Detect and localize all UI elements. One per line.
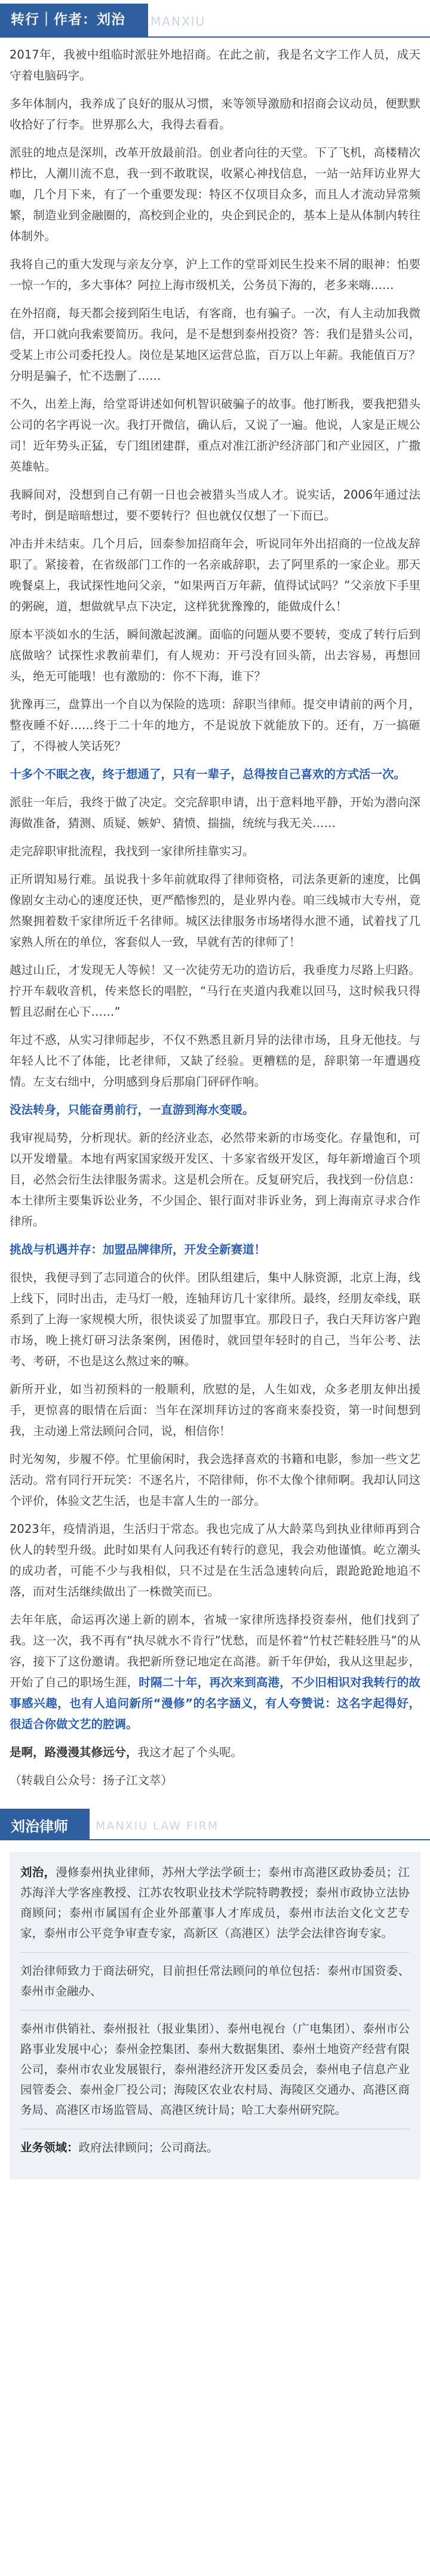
article-paragraph — [10, 1127, 420, 1232]
article-paragraph — [10, 694, 420, 757]
article-title: 转行｜作者：刘治 — [11, 12, 125, 27]
article-paragraph — [10, 142, 420, 247]
article-paragraph — [10, 764, 420, 785]
paragraph-text: 去年年底，命运再次递上新的剧本，省城一家律所选择投资泰州，他们找到了我。这一次，我不再有“执尽就水不肯行”忧愁，而是怀着“竹杖芒鞋轻胜马”的从容，接下了这份邀请。我把新所登记地定在高港。新千年伊始，我从这里起步，开始了自己的职场生涯， — [10, 1613, 420, 1689]
article-paragraph — [10, 1239, 420, 1260]
author-title: 刘治律师 — [11, 1818, 68, 1835]
paragraph-text: （转载自公众号：扬子江文萃） — [10, 1773, 173, 1787]
article-paragraph — [10, 841, 420, 862]
article-paragraph — [10, 533, 420, 617]
paragraph-text: 时光匆匆，步履不停。忙里偷闲时，我会选择喜欢的书籍和电影，参加一些文艺活动。常有同行开玩笑：不逐名片，不陪律师，你不太像个律师啊。我却认同这个评价，体验文艺生活，也是丰富人生的一部分。 — [10, 1452, 420, 1508]
article-paragraph — [10, 1379, 420, 1441]
article-paragraph — [10, 792, 420, 834]
author-divider — [0, 1839, 430, 1840]
paragraph-text: 我这才起了个头呢。 — [137, 1745, 243, 1759]
article-paragraph — [10, 93, 420, 135]
paragraph-text: 原本平淡如水的生活，瞬间激起波澜。面临的问题从要不要转，变成了转行后到底做啥？试探性求教前辈们，有人规劝：开弓没有回头箭，出去容易，再想回头，绝无可能哦！也有激励的：你不下海，谁下？ — [10, 628, 420, 683]
paragraph-text: 越过山丘，才发现无人等候！又一次徒劳无功的造访后，我垂度力尽路上归路。拧开车载收音机，传来悠长的唱腔，“马行在夹道内我难以回马，这时候我只得暂且忍耐在心下……” — [10, 963, 420, 1019]
paragraph-text: 犹豫再三，盘算出一个自以为保险的选项：辞职当律师。提交申请前的两个月，整夜睡不好……终于二十年的地方，不是说放下就能放下的。还有，万一搞砸了，不得被人笑话死？ — [10, 697, 420, 753]
author-bio-text: 漫修泰州执业律师，苏州大学法学硕士；泰州市高港区政协委员；江苏海洋大学客座教授、江苏农牧职业技术学院特聘教授；泰州市政协立法协商顾问；泰州市属国有企业外部董事人才库成员，泰州市法治文化文艺专家，泰州市公平竞争审查专家，高新区（高港区）法学会法律咨询专家。 — [20, 1865, 410, 1940]
paragraph-text: 冲击并未结束。几个月后，回泰参加招商年会，听说同年外出招商的一位战友辞职了。紧接着，在省级部门工作的一名亲戚辞职，去了阿里系的一家企业。那天晚餐桌上，我试探性地问父亲，“如果两百万年薪，值得试试吗？”父亲放下手里的粥碗，道，想做就早点下决定，这样犹犹豫豫的，能做成什么！ — [10, 537, 420, 613]
author-header — [0, 1806, 430, 1842]
card-divider — [20, 2010, 410, 2011]
paragraph-text: 在外招商，每天都会接到陌生电话，有客商，也有骗子。一次，有人主动加我微信，开口就向我索要简历。我问，是不是想到泰州投资？答：我们是猎头公司，受某上市公司委托投人。岗位是某地区运营总监，百万以上年薪。我能值百万？分明是骗子，忙不迭删了…… — [10, 306, 420, 383]
services-label: 业务领域： — [20, 2141, 79, 2154]
header-divider — [0, 36, 430, 38]
article-paragraph — [10, 1449, 420, 1511]
article-paragraph — [10, 1099, 420, 1120]
paragraph-text: 走完辞职审批流程，我找到一家律所挂靠实习。 — [10, 844, 254, 858]
paragraph-text: 没法转身，只能奋勇前行，一直游到海水变暖。 — [10, 1103, 254, 1117]
author-watermark: MANXIU LAW FIRM — [96, 1819, 219, 1833]
article-paragraph — [10, 960, 420, 1022]
paragraph-text: 十多个不眠之夜，终于想通了，只有一辈子，总得按自己喜欢的方式活一次。 — [10, 767, 406, 781]
paragraph-text: 派驻一年后，我终于做了决定。交完辞职申请，出于意料地平静，开始为潜向深海做准备，猜测、质疑、嫉妒、猜愤、揣揣，统统与我无关…… — [10, 795, 420, 830]
paragraph-text: 我瞬间对，没想到自己有朝一日也会被猎头当成人才。说实话，2006年通过法考时，倒是暗暗想过，要不要转行？但也就仅仅想了一下而已。 — [10, 488, 420, 522]
services-text: 政府法律顾问；公司商法。 — [78, 2141, 219, 2154]
author-practice: 刘治律师致力于商法研究，目前担任常法顾问的单位包括：泰州市国资委、泰州市金融办、 — [20, 1964, 410, 1998]
article-paragraph — [10, 869, 420, 952]
paragraph-text: 我将自己的重大发现与亲友分享，沪上工作的堂哥刘民生投来不屑的眼神：怕要一惊一乍的，多大事体？阿拉上海市级机关，公务员下海的，老多来嗨…… — [10, 257, 420, 292]
paragraph-text: 不久，出差上海，给堂哥讲述如何机智识破骗子的故事。他打断我，要我把猎头公司的名字再说一次。我打开微信，确认后，又说了一遍。他说，人家是正规公司！近年势头正猛，专门组团建群，重点对准江浙沪经济部门和产业园区，广撒英雄帖。 — [10, 397, 420, 474]
paragraph-text: 2017年，我被中组临时派驻外地招商。在此之前，我是名文字工作人员，成天守着电脑码字。 — [10, 48, 420, 82]
author-bio-label: 刘治， — [20, 1865, 56, 1879]
article-paragraph — [10, 1267, 420, 1372]
author-section — [0, 1806, 430, 2180]
paragraph-emphasis: 是啊，路漫漫其修远兮， — [10, 1745, 138, 1759]
paragraph-text: 挑战与机遇并存：加盟品牌律所，开发全新赛道！ — [10, 1243, 266, 1256]
paragraph-text: 年过不惑，从实习律师起步，不仅不熟悉且新月异的法律市场，且身无他技。与年轻人比不了体能，比老律师，又缺了经验。更糟糕的是，辞职第一年遭遇疫情。左支右绌中，分明感到身后那扇门砰砰作响。 — [10, 1033, 420, 1089]
article-paragraph — [10, 484, 420, 526]
author-services — [20, 2138, 410, 2158]
article-paragraph — [10, 1770, 420, 1791]
article-body — [0, 38, 430, 1791]
paragraph-text: 我审视局势，分析现状。新的经济业态，必然带来新的市场变化。存量饱和，可以开发增量。本地有两家国家级开发区、十多家省级开发区，每年新增逾百个项目，必然会衍生法律服务需求。这是机会所在。反复研究后，我找到一份信息：本土律所主要集诉讼业务，不少国企、银行面对非诉业务，到上海南京寻求合作律所。 — [10, 1131, 420, 1228]
article-paragraph — [10, 1609, 420, 1735]
article-paragraph — [10, 44, 420, 86]
article-paragraph — [10, 624, 420, 687]
paragraph-highlight: 时隔二十年，再次来到高港，不少旧相识对我转行的故事感兴趣，也有人追问新所“漫修”的名字涵义，有人夸赞说：这名字起得好，很适合你做文艺的腔调。 — [10, 1676, 420, 1731]
paragraph-text: 很快，我便寻到了志同道合的伙伴。团队组建后，集中人脉资源，北京上海，线上线下，同时出击，走马灯一般，连轴拜访几十家律所。最终，经朋友牵线，联系到了上海一家规模大所，很快谈妥了加盟事宜。那段日子，我白天拜访客户跑市场，晚上挑灯研习法条案例，困倦时，就回望年轻时的自己，当年公考、法考、考研，不也是这么熬过来的嘛。 — [10, 1271, 420, 1368]
article-paragraph — [10, 254, 420, 296]
paragraph-text: 新所开业，如当初预料的一般顺利，欣慰的是，人生如戏，众多老朋友伸出援手，更惊喜的眼情在后面：当年在深圳拜访过的客商来泰投资，第一时间想到我，主动递上常法顾问合同，说，相信你！ — [10, 1382, 420, 1438]
paragraph-text: 多年体制内，我养成了良好的服从习惯，来等领导激励和招商会议动员，便默默收拾好了行李。世界那么大，我得去看看。 — [10, 97, 420, 131]
paragraph-text: 2023年，疫情消退，生活归于常态。我也完成了从大龄菜鸟到执业律师再到合伙人的转型升级。此时如果有人问我还有转行的意见，我会劝他谨慎。屹立潮头的成功者，可能不少与我相似，只不过是在生活急速转向后，跟跄跄跄地追不落，而对生活继续做出了一株微笑而已。 — [10, 1522, 420, 1599]
author-clients: 泰州市供销社、泰州报社（报业集团）、泰州电视台（广电集团）、泰州市公路事业发展中心；泰州金控集团、泰州大数据集团、泰州土地资产经营有限公司，泰州市农业发展银行，泰州港经济开发区委员会，泰州电子信息产业园管委会、泰州金厂投公司；海陵区农业农村局、海陵区交通办、高港区商务局、高港区市场监管局、高港区统计局；哈工大泰州研究院。 — [20, 2022, 410, 2117]
paragraph-text: 正所谓知易行难。虽说我十多年前就取得了律师资格，司法条更新的速度，比偶像剧女主动心的速度还快，更严酷惨烈的，是业界内卷。咱三线城市大专州，竟然聚拥着数千家律所近千名律师。城区法律服务市场堵得水泄不通，试着找了几家熟人所在的单位，客套似人一致，早就有苦的律师了！ — [10, 872, 420, 949]
card-divider — [20, 1952, 410, 1953]
header-watermark: MANXIU — [150, 14, 206, 29]
article-paragraph — [10, 1742, 420, 1763]
paragraph-text: 派驻的地点是深圳，改革开放最前沿。创业者向往的天堂。下了飞机，高楼精次栉比，人潮川流不息，我一到不敢耽误，收紧心神找信息，一站一站拜访业界大咖，几个月下来，有了一个重要发现：特区不仅项目众多，而且人才流动异常频繁，制造业到金融圈的，高校到企业的，央企到民企的，基本上是从体制内转往体制外。 — [10, 146, 420, 243]
article-header — [0, 0, 430, 38]
article-paragraph — [10, 303, 420, 386]
article-paragraph — [10, 1518, 420, 1602]
author-bio — [20, 1862, 410, 1944]
author-card — [10, 1852, 420, 2180]
article-paragraph — [10, 1029, 420, 1092]
article-paragraph — [10, 394, 420, 477]
